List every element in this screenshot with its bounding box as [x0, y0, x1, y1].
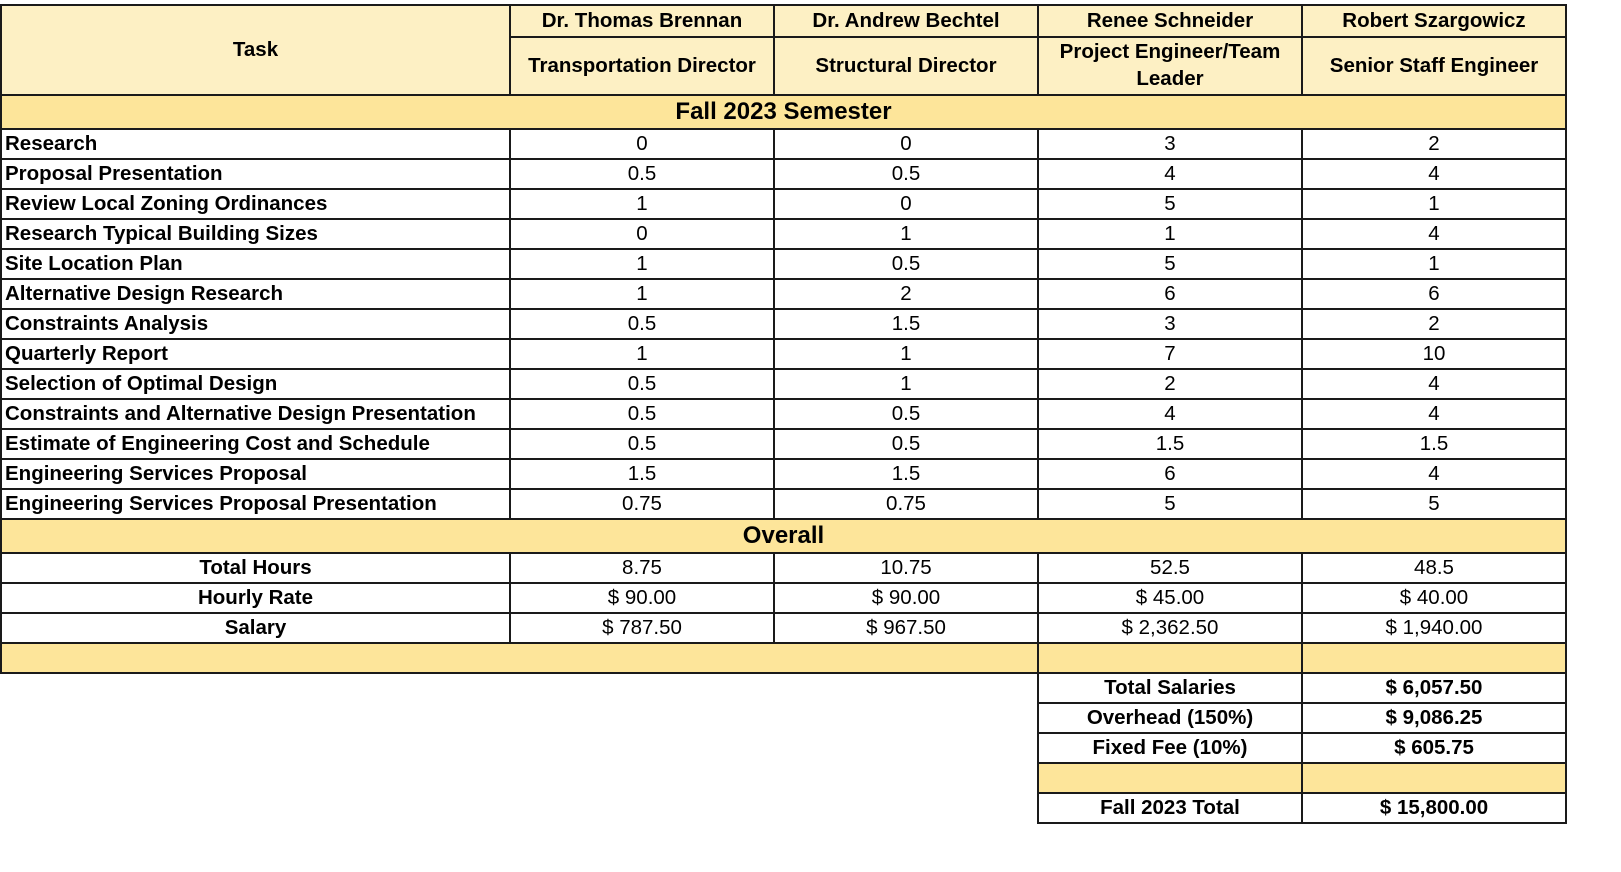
task-hours: 1	[510, 339, 774, 369]
summary-spacer-row	[1, 763, 1566, 793]
summary-blank	[1, 673, 1038, 703]
overall-value: $ 967.50	[774, 613, 1038, 643]
task-hours: 0.75	[510, 489, 774, 519]
task-hours: 3	[1038, 309, 1302, 339]
overall-value: 52.5	[1038, 553, 1302, 583]
task-hours: 7	[1038, 339, 1302, 369]
person-name-header: Dr. Andrew Bechtel	[774, 5, 1038, 37]
person-role-header: Structural Director	[774, 37, 1038, 95]
overall-value: $ 2,362.50	[1038, 613, 1302, 643]
summary-spacer-fill	[1038, 763, 1302, 793]
task-hours: 5	[1038, 249, 1302, 279]
task-hours: 2	[774, 279, 1038, 309]
summary-label: Fixed Fee (10%)	[1038, 733, 1302, 763]
spacer-fill	[1, 643, 1038, 673]
task-hours: 1.5	[1038, 429, 1302, 459]
task-row	[1, 309, 1566, 339]
task-name: Quarterly Report	[1, 339, 510, 369]
cost-table	[0, 4, 1567, 824]
task-hours: 0	[510, 219, 774, 249]
task-name: Estimate of Engineering Cost and Schedule	[1, 429, 510, 459]
task-name: Site Location Plan	[1, 249, 510, 279]
task-name: Constraints and Alternative Design Presentation	[1, 399, 510, 429]
task-row	[1, 429, 1566, 459]
summary-value: $ 605.75	[1302, 733, 1566, 763]
spacer-row	[1, 643, 1566, 673]
task-hours: 0.5	[774, 159, 1038, 189]
task-hours: 1	[510, 189, 774, 219]
task-hours: 0.5	[774, 249, 1038, 279]
summary-row	[1, 673, 1566, 703]
task-hours: 4	[1302, 159, 1566, 189]
task-name: Engineering Services Proposal Presentation	[1, 489, 510, 519]
overall-value: $ 787.50	[510, 613, 774, 643]
task-hours: 4	[1038, 399, 1302, 429]
overall-value: $ 45.00	[1038, 583, 1302, 613]
summary-blank	[1, 793, 1038, 823]
summary-row	[1, 703, 1566, 733]
task-row	[1, 399, 1566, 429]
task-row	[1, 249, 1566, 279]
task-row	[1, 159, 1566, 189]
task-hours: 4	[1038, 159, 1302, 189]
task-name: Research Typical Building Sizes	[1, 219, 510, 249]
overall-row	[1, 583, 1566, 613]
task-hours: 0	[774, 189, 1038, 219]
task-hours: 1	[510, 279, 774, 309]
task-hours: 1	[774, 219, 1038, 249]
task-hours: 1	[774, 339, 1038, 369]
person-role-header: Transportation Director	[510, 37, 774, 95]
summary-spacer-fill	[1302, 763, 1566, 793]
cost-estimate-sheet	[0, 4, 1567, 824]
task-hours: 0.5	[510, 309, 774, 339]
task-hours: 0	[510, 129, 774, 159]
overall-value: $ 90.00	[774, 583, 1038, 613]
task-hours: 6	[1038, 279, 1302, 309]
task-hours: 4	[1302, 369, 1566, 399]
task-hours: 6	[1038, 459, 1302, 489]
overall-value: $ 40.00	[1302, 583, 1566, 613]
task-hours: 1.5	[1302, 429, 1566, 459]
task-hours: 0	[774, 129, 1038, 159]
summary-label: Overhead (150%)	[1038, 703, 1302, 733]
semester-band: Fall 2023 Semester	[1, 95, 1566, 129]
person-name-header: Robert Szargowicz	[1302, 5, 1566, 37]
summary-blank	[1, 763, 1038, 793]
task-hours: 0.5	[510, 369, 774, 399]
task-hours: 4	[1302, 219, 1566, 249]
summary-value: $ 15,800.00	[1302, 793, 1566, 823]
task-hours: 3	[1038, 129, 1302, 159]
overall-row	[1, 613, 1566, 643]
task-hours: 4	[1302, 459, 1566, 489]
task-hours: 1.5	[774, 459, 1038, 489]
task-hours: 0.5	[510, 429, 774, 459]
task-name: Proposal Presentation	[1, 159, 510, 189]
task-row	[1, 459, 1566, 489]
overall-value: 8.75	[510, 553, 774, 583]
task-hours: 1	[774, 369, 1038, 399]
task-name: Constraints Analysis	[1, 309, 510, 339]
task-hours: 5	[1302, 489, 1566, 519]
summary-blank	[1, 733, 1038, 763]
summary-blank	[1, 703, 1038, 733]
task-name: Research	[1, 129, 510, 159]
summary-label: Fall 2023 Total	[1038, 793, 1302, 823]
task-hours: 0.5	[774, 399, 1038, 429]
task-name: Engineering Services Proposal	[1, 459, 510, 489]
person-name-header: Renee Schneider	[1038, 5, 1302, 37]
task-hours: 1	[1302, 189, 1566, 219]
task-hours: 0.5	[774, 429, 1038, 459]
task-row	[1, 339, 1566, 369]
overall-band: Overall	[1, 519, 1566, 553]
task-hours: 1.5	[510, 459, 774, 489]
overall-row	[1, 553, 1566, 583]
overall-value: $ 1,940.00	[1302, 613, 1566, 643]
overall-value: $ 90.00	[510, 583, 774, 613]
overall-value: 10.75	[774, 553, 1038, 583]
task-name: Selection of Optimal Design	[1, 369, 510, 399]
summary-value: $ 9,086.25	[1302, 703, 1566, 733]
spacer-fill	[1038, 643, 1302, 673]
person-role-header: Project Engineer/Team Leader	[1038, 37, 1302, 95]
task-hours: 1	[1302, 249, 1566, 279]
overall-label: Total Hours	[1, 553, 510, 583]
task-hours: 0.75	[774, 489, 1038, 519]
task-hours: 0.5	[510, 159, 774, 189]
task-hours: 6	[1302, 279, 1566, 309]
task-hours: 2	[1302, 129, 1566, 159]
task-hours: 5	[1038, 489, 1302, 519]
person-name-header: Dr. Thomas Brennan	[510, 5, 774, 37]
overall-label: Salary	[1, 613, 510, 643]
spacer-fill	[1302, 643, 1566, 673]
overall-value: 48.5	[1302, 553, 1566, 583]
task-hours: 2	[1038, 369, 1302, 399]
summary-row	[1, 793, 1566, 823]
person-role-header: Senior Staff Engineer	[1302, 37, 1566, 95]
task-hours: 1.5	[774, 309, 1038, 339]
task-hours: 4	[1302, 399, 1566, 429]
task-row	[1, 369, 1566, 399]
overall-label: Hourly Rate	[1, 583, 510, 613]
summary-value: $ 6,057.50	[1302, 673, 1566, 703]
task-row	[1, 129, 1566, 159]
summary-label: Total Salaries	[1038, 673, 1302, 703]
task-row	[1, 489, 1566, 519]
task-hours: 2	[1302, 309, 1566, 339]
task-row	[1, 279, 1566, 309]
task-hours: 1	[510, 249, 774, 279]
task-row	[1, 219, 1566, 249]
task-hours: 10	[1302, 339, 1566, 369]
task-name: Review Local Zoning Ordinances	[1, 189, 510, 219]
task-header: Task	[1, 5, 510, 95]
task-hours: 0.5	[510, 399, 774, 429]
task-hours: 5	[1038, 189, 1302, 219]
task-row	[1, 189, 1566, 219]
task-hours: 1	[1038, 219, 1302, 249]
task-name: Alternative Design Research	[1, 279, 510, 309]
summary-row	[1, 733, 1566, 763]
